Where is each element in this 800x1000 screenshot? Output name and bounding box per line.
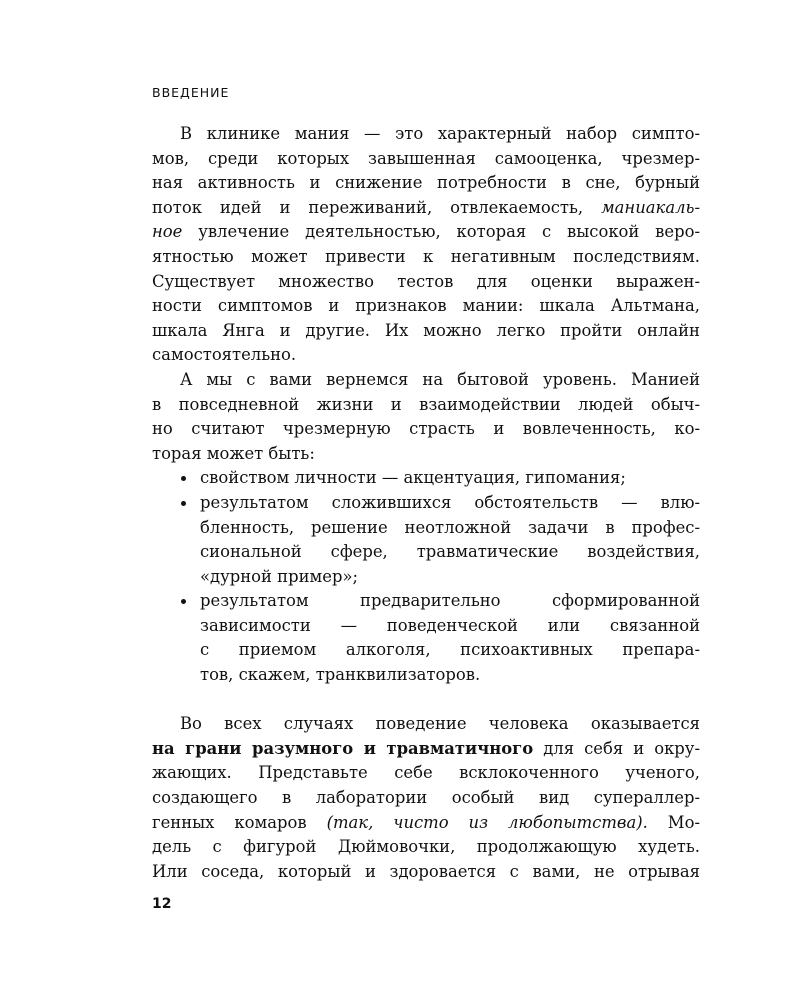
text-line: самостоятельно. bbox=[152, 345, 297, 365]
text-line: «дурной пример»; bbox=[200, 566, 359, 586]
text-line: дель с фигурой Дюймовочки, продолжающую худеть. bbox=[152, 837, 700, 857]
list-item bbox=[152, 491, 700, 589]
text-line: свойством личности — акцентуация, гипомания; bbox=[152, 466, 700, 491]
text-line bbox=[152, 196, 700, 221]
text-line: ности симптомов и признаков мании: шкала Альтмана, bbox=[152, 296, 700, 316]
text-line: Во всех случаях поведение человека оказывается bbox=[180, 714, 700, 734]
text-line: создающего в лаборатории особый вид супераллер- bbox=[152, 788, 700, 808]
text-line: результатом предварительно сформированной bbox=[152, 589, 700, 614]
text-segment: поток идей и переживаний, отвлекаемость, bbox=[152, 197, 584, 217]
text-line: жающих. Представьте себе всклокоченного ученого, bbox=[152, 763, 700, 783]
italic-term: маниакаль- bbox=[601, 197, 701, 217]
text-line: результатом сложившихся обстоятельств — влю- bbox=[152, 491, 700, 516]
text-line: Или соседа, который и здоровается с вами, не отрывая bbox=[152, 861, 700, 881]
italic-term: ное bbox=[152, 222, 183, 242]
text-line: шкала Янга и другие. Их можно легко пройти онлайн bbox=[152, 320, 700, 340]
paragraph-gap bbox=[152, 688, 700, 713]
list-item bbox=[152, 589, 700, 687]
text-line: сиональной сфере, травматические воздействия, bbox=[200, 542, 700, 562]
bold-phrase: на грани разумного и травматичного bbox=[152, 738, 534, 758]
page-number: 12 bbox=[152, 896, 172, 912]
text-line: ятностью может привести к негативным последствиям. bbox=[152, 246, 700, 266]
text-line: мов, среди которых завышенная самооценка, чрезмер- bbox=[152, 148, 700, 168]
text-line: торая может быть: bbox=[152, 443, 315, 463]
text-segment: для себя и окру- bbox=[543, 738, 700, 758]
text-line: тов, скажем, транквилизаторов. bbox=[200, 665, 481, 685]
text-segment: генных комаров bbox=[152, 812, 307, 832]
text-line: бленность, решение неотложной задачи в профес- bbox=[200, 517, 700, 537]
text-line: в повседневной жизни и взаимодействии людей обыч- bbox=[152, 394, 700, 414]
text-line: зависимости — поведенческой или связанной bbox=[200, 615, 700, 635]
page-body-text bbox=[152, 122, 700, 884]
running-header: ВВЕДЕНИЕ bbox=[152, 85, 230, 100]
text-line bbox=[152, 811, 700, 836]
bullet-list bbox=[152, 466, 700, 687]
text-line: ная активность и снижение потребности в сне, бурный bbox=[152, 173, 700, 193]
paragraph-mania-clinical bbox=[152, 122, 700, 368]
text-line: В клинике мания — это характерный набор симпто- bbox=[180, 124, 700, 143]
text-line: А мы с вами вернемся на бытовой уровень. Манией bbox=[180, 369, 700, 389]
text-line bbox=[152, 737, 700, 762]
italic-aside: (так, чисто из любопытства). bbox=[326, 812, 648, 832]
paragraph-behavior bbox=[152, 712, 700, 884]
paragraph-everyday-mania bbox=[152, 368, 700, 466]
text-line: с приемом алкоголя, психоактивных препара- bbox=[200, 640, 700, 660]
text-line bbox=[152, 220, 700, 245]
text-segment: Мо- bbox=[667, 812, 700, 832]
text-line: Существует множество тестов для оценки выражен- bbox=[152, 271, 700, 291]
list-item bbox=[152, 466, 700, 491]
text-line: но считают чрезмерную страсть и вовлеченность, ко- bbox=[152, 419, 700, 439]
text-segment: увлечение деятельностью, которая с высокой веро- bbox=[198, 222, 700, 242]
